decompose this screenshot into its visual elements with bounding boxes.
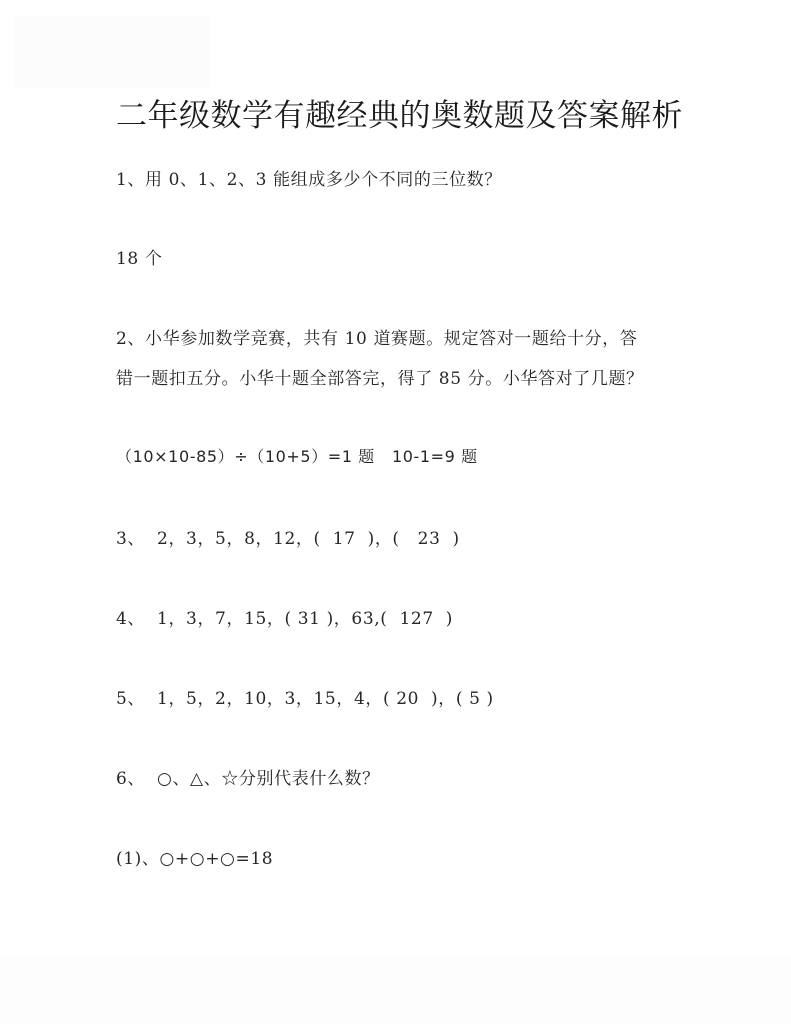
question-6: 6、 ○、△、☆分别代表什么数？ [116, 769, 380, 789]
question-1: 1、用 0、1、2、3 能组成多少个不同的三位数？ [116, 170, 502, 190]
page-bottom-shade [0, 957, 791, 1024]
question-5: 5、 1，5，2，10，3，15，4，( 20 )，( 5 ) [116, 689, 494, 709]
scan-artifact [13, 16, 211, 88]
document-title: 二年级数学有趣经典的奥数题及答案解析 [116, 98, 683, 134]
question-2-line-2: 错一题扣五分。小华十题全部答完，得了 85 分。小华答对了几题？ [116, 369, 644, 389]
answer-2: （10×10-85）÷（10+5）=1 题 10-1=9 题 [116, 447, 478, 466]
answer-1: 18 个 [116, 249, 163, 269]
question-2-line-1: 2、小华参加数学竞赛，共有 10 道赛题。规定答对一题给十分，答 [116, 329, 638, 349]
question-6-sub-1: (1)、○+○+○=18 [116, 849, 274, 869]
question-3: 3、 2，3，5，8，12，( 17 )，( 23 ) [116, 529, 460, 549]
question-4: 4、 1，3，7，15，( 31 )，63,( 127 ) [116, 609, 453, 629]
